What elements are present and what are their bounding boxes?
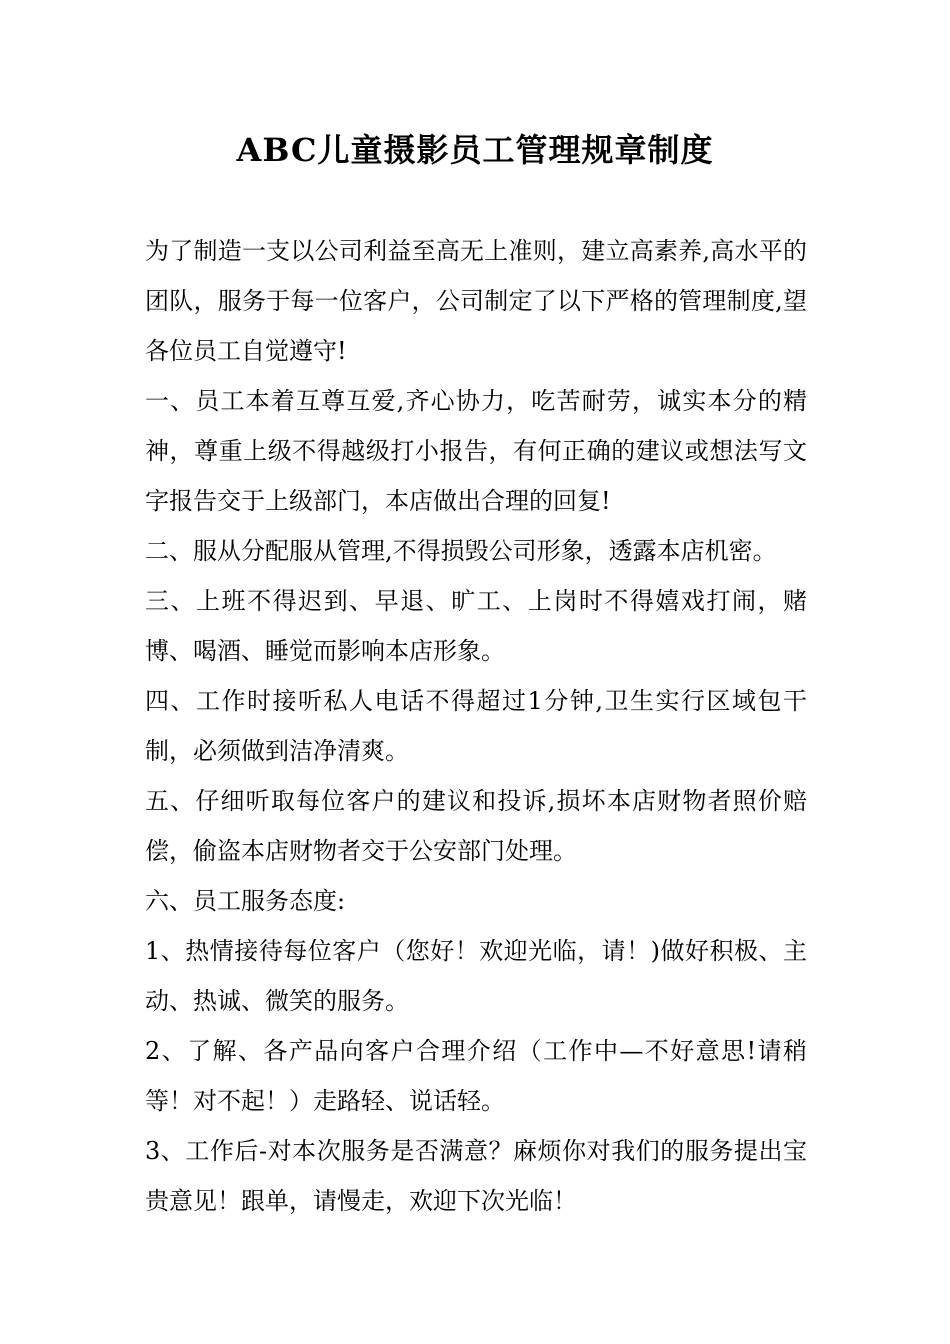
- paragraph-service-1: 1、热情接待每位客户（您好！欢迎光临，请！)做好积极、主动、热诚、微笑的服务。: [145, 937, 807, 1015]
- paragraph-rule-6-heading: 六、员工服务态度:: [145, 887, 346, 915]
- paragraph-intro: 为了制造一支以公司利益至高无上准则，建立高素养,高水平的团队，服务于每一位客户，公司制定了以下严格的管理制度,望各位员工自觉遵守!: [145, 237, 807, 365]
- paragraph-rule-3: 三、上班不得迟到、早退、旷工、上岗时不得嬉戏打闹，赌博、喝酒、睡觉而影响本店形象。: [145, 587, 807, 665]
- paragraph-service-3: 3、工作后-对本次服务是否满意？麻烦你对我们的服务提出宝贵意见！跟单，请慢走，欢迎下次光临！: [145, 1137, 807, 1215]
- paragraph-rule-2: 二、服从分配服从管理,不得损毁公司形象，透露本店机密。: [145, 537, 777, 565]
- paragraph-rule-1: 一、员工本着互尊互爱,齐心协力，吃苦耐劳，诚实本分的精神，尊重上级不得越级打小报告，有何正确的建议或想法写文字报告交于上级部门，本店做出合理的回复!: [145, 387, 807, 515]
- paragraph-rule-5: 五、仔细听取每位客户的建议和投诉,损坏本店财物者照价赔偿，偷盗本店财物者交于公安部门处理。: [145, 787, 807, 865]
- paragraph-rule-4: 四、工作时接听私人电话不得超过1分钟,卫生实行区域包干制，必须做到洁净清爽。: [145, 687, 807, 765]
- document-body: [145, 226, 807, 1226]
- document-title: ABC儿童摄影员工管理规章制度: [236, 131, 714, 169]
- paragraph-service-2: 2、了解、各产品向客户合理介绍（工作中—不好意思!请稍等！对不起！）走路轻、说话轻。: [145, 1037, 807, 1115]
